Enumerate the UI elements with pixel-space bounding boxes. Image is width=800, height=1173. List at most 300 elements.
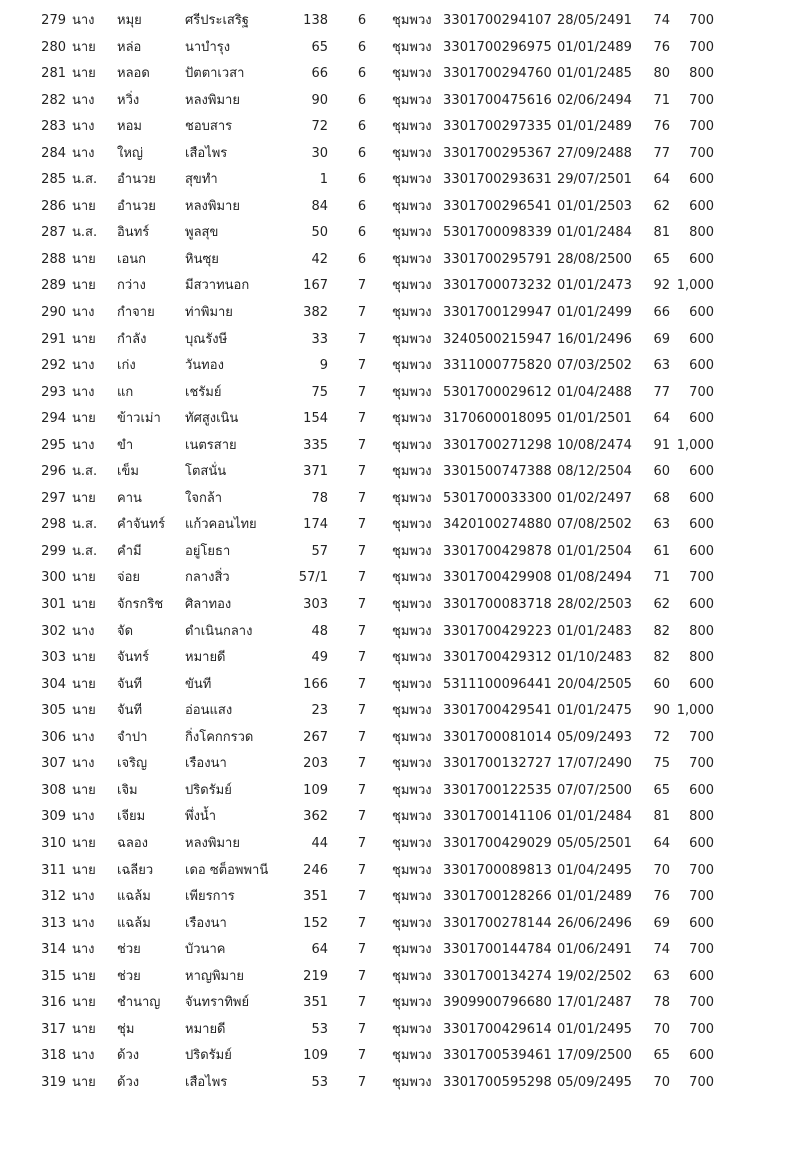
allowance-amount: 600 <box>689 331 714 347</box>
row-number: 313 <box>41 915 66 931</box>
village-name: ชุมพวง <box>392 384 432 400</box>
village-number: 7 <box>357 490 367 506</box>
citizen-id: 3301700294760 <box>443 66 552 82</box>
citizen-id: 3301700144784 <box>443 942 552 958</box>
last-name: เพียรการ <box>185 889 235 905</box>
list-row <box>0 672 800 699</box>
row-number: 291 <box>41 331 66 347</box>
last-name: จันทราทิพย์ <box>185 995 250 1011</box>
list-row <box>0 751 800 778</box>
first-name: คำจันทร์ <box>117 517 166 533</box>
village-number: 6 <box>357 172 367 188</box>
first-name: จำปา <box>117 729 148 745</box>
first-name: จันที <box>117 676 143 692</box>
beneficiary-list <box>0 8 800 1096</box>
allowance-amount: 600 <box>689 172 714 188</box>
last-name: ศรีประเสริฐ <box>185 13 249 28</box>
age: 70 <box>653 1074 670 1090</box>
citizen-id: 3301700128266 <box>443 889 552 905</box>
village-name: ชุมพวง <box>392 942 432 958</box>
first-name: คาน <box>117 490 142 506</box>
house-number: 49 <box>311 650 328 666</box>
first-name: แฉล้ม <box>117 915 151 931</box>
row-number: 312 <box>41 889 66 905</box>
list-row <box>0 592 800 619</box>
last-name: บัวนาค <box>185 942 226 958</box>
birth-date: 01/01/2484 <box>557 809 632 825</box>
last-name: วันทอง <box>185 358 224 374</box>
house-number: 152 <box>303 915 328 931</box>
village-number: 7 <box>357 756 367 772</box>
birth-date: 05/09/2495 <box>557 1074 632 1090</box>
village-number: 6 <box>357 119 367 135</box>
name-title: นาย <box>72 835 96 851</box>
house-number: 53 <box>311 1021 328 1037</box>
first-name: เจริญ <box>117 756 148 772</box>
age: 65 <box>653 1048 670 1064</box>
last-name: หินซุย <box>185 251 219 267</box>
village-name: ชุมพวง <box>392 729 432 745</box>
birth-date: 07/08/2502 <box>557 517 632 533</box>
last-name: ท่าพิมาย <box>185 305 233 321</box>
age: 76 <box>653 119 670 135</box>
village-number: 7 <box>357 1074 367 1090</box>
name-title: นาง <box>72 358 95 374</box>
citizen-id: 3301700141106 <box>443 809 552 825</box>
row-number: 299 <box>41 543 66 559</box>
birth-date: 01/10/2483 <box>557 650 632 666</box>
village-name: ชุมพวง <box>392 995 432 1011</box>
row-number: 290 <box>41 305 66 321</box>
village-number: 7 <box>357 1021 367 1037</box>
village-number: 6 <box>357 198 367 214</box>
name-title: นาย <box>72 862 96 878</box>
village-number: 7 <box>357 570 367 586</box>
list-row <box>0 353 800 380</box>
village-number: 7 <box>357 703 367 719</box>
last-name: ปริดรัมย์ <box>185 1048 232 1064</box>
first-name: อำนวย <box>117 172 156 188</box>
last-name: แก้วคอนไทย <box>185 517 257 533</box>
last-name: หาญพิมาย <box>185 968 245 984</box>
first-name: ด้วง <box>117 1048 140 1064</box>
birth-date: 01/01/2495 <box>557 1021 632 1037</box>
name-title: น.ส. <box>72 225 98 241</box>
birth-date: 01/06/2491 <box>557 942 632 958</box>
list-row <box>0 539 800 566</box>
age: 76 <box>653 889 670 905</box>
village-number: 7 <box>357 782 367 798</box>
house-number: 44 <box>311 835 328 851</box>
citizen-id: 3301700122535 <box>443 782 552 798</box>
row-number: 296 <box>41 464 66 480</box>
last-name: เดอ ซต็อพพานี <box>185 862 269 878</box>
name-title: นาง <box>72 119 95 135</box>
name-title: นาง <box>72 1048 95 1064</box>
village-number: 7 <box>357 517 367 533</box>
citizen-id: 3301700295367 <box>443 145 552 161</box>
last-name: เรืองนา <box>185 756 227 772</box>
village-number: 7 <box>357 889 367 905</box>
village-number: 7 <box>357 1048 367 1064</box>
allowance-amount: 600 <box>689 543 714 559</box>
birth-date: 01/01/2475 <box>557 703 632 719</box>
village-number: 7 <box>357 597 367 613</box>
village-name: ชุมพวง <box>392 809 432 825</box>
name-title: นาย <box>72 331 96 347</box>
house-number: 23 <box>311 703 328 719</box>
village-name: ชุมพวง <box>392 1074 432 1090</box>
age: 64 <box>653 835 670 851</box>
age: 91 <box>653 437 670 453</box>
list-row <box>0 327 800 354</box>
citizen-id: 3301700089813 <box>443 862 552 878</box>
name-title: นาย <box>72 39 96 55</box>
village-name: ชุมพวง <box>392 464 432 480</box>
last-name: เรืองนา <box>185 915 227 931</box>
age: 70 <box>653 862 670 878</box>
allowance-amount: 700 <box>689 384 714 400</box>
birth-date: 17/01/2487 <box>557 995 632 1011</box>
name-title: นาง <box>72 756 95 772</box>
birth-date: 05/05/2501 <box>557 835 632 851</box>
row-number: 282 <box>41 92 66 108</box>
row-number: 318 <box>41 1048 66 1064</box>
list-row <box>0 35 800 62</box>
first-name: กว่าง <box>117 278 146 294</box>
last-name: กลางสิ่ว <box>185 570 230 586</box>
last-name: หลงพิมาย <box>185 198 240 214</box>
village-name: ชุมพวง <box>392 198 432 214</box>
age: 60 <box>653 464 670 480</box>
first-name: คำมี <box>117 543 142 559</box>
list-row <box>0 61 800 88</box>
name-title: นาง <box>72 92 95 108</box>
age: 64 <box>653 411 670 427</box>
last-name: ชอบสาร <box>185 119 233 135</box>
village-number: 7 <box>357 305 367 321</box>
citizen-id: 3301700293631 <box>443 172 552 188</box>
house-number: 66 <box>311 66 328 82</box>
birth-date: 01/01/2485 <box>557 66 632 82</box>
village-number: 7 <box>357 623 367 639</box>
last-name: บุณรังษี <box>185 331 228 347</box>
allowance-amount: 700 <box>689 942 714 958</box>
first-name: กำลัง <box>117 331 147 347</box>
last-name: มีสวาทนอก <box>185 278 250 294</box>
birth-date: 01/01/2473 <box>557 278 632 294</box>
birth-date: 17/09/2500 <box>557 1048 632 1064</box>
birth-date: 01/01/2484 <box>557 225 632 241</box>
name-title: นาง <box>72 623 95 639</box>
house-number: 48 <box>311 623 328 639</box>
name-title: นาง <box>72 942 95 958</box>
birth-date: 27/09/2488 <box>557 145 632 161</box>
age: 74 <box>653 13 670 28</box>
name-title: นาง <box>72 437 95 453</box>
village-name: ชุมพวง <box>392 278 432 294</box>
house-number: 166 <box>303 676 328 692</box>
first-name: ช่วย <box>117 968 141 984</box>
row-number: 310 <box>41 835 66 851</box>
village-name: ชุมพวง <box>392 305 432 321</box>
list-row <box>0 300 800 327</box>
age: 77 <box>653 145 670 161</box>
allowance-amount: 600 <box>689 968 714 984</box>
citizen-id: 3301700429878 <box>443 543 552 559</box>
row-number: 314 <box>41 942 66 958</box>
birth-date: 07/07/2500 <box>557 782 632 798</box>
name-title: น.ส. <box>72 464 98 480</box>
first-name: ชุ่ม <box>117 1021 135 1037</box>
village-name: ชุมพวง <box>392 251 432 267</box>
first-name: เข็ม <box>117 464 139 480</box>
village-number: 7 <box>357 358 367 374</box>
house-number: 50 <box>311 225 328 241</box>
allowance-amount: 600 <box>689 517 714 533</box>
list-row <box>0 645 800 672</box>
village-number: 6 <box>357 251 367 267</box>
name-title: นาง <box>72 305 95 321</box>
age: 71 <box>653 570 670 586</box>
citizen-id: 3301700296975 <box>443 39 552 55</box>
row-number: 305 <box>41 703 66 719</box>
allowance-amount: 700 <box>689 570 714 586</box>
birth-date: 01/02/2497 <box>557 490 632 506</box>
allowance-amount: 1,000 <box>676 703 714 719</box>
name-title: นาย <box>72 278 96 294</box>
citizen-id: 3420100274880 <box>443 517 552 533</box>
list-row <box>0 698 800 725</box>
row-number: 303 <box>41 650 66 666</box>
allowance-amount: 600 <box>689 411 714 427</box>
row-number: 317 <box>41 1021 66 1037</box>
list-row <box>0 141 800 168</box>
name-title: นาย <box>72 411 96 427</box>
house-number: 303 <box>303 597 328 613</box>
village-name: ชุมพวง <box>392 66 432 82</box>
village-name: ชุมพวง <box>392 889 432 905</box>
village-name: ชุมพวง <box>392 145 432 161</box>
row-number: 302 <box>41 623 66 639</box>
first-name: หล่อ <box>117 39 142 55</box>
allowance-amount: 700 <box>689 862 714 878</box>
citizen-id: 3301700297335 <box>443 119 552 135</box>
village-number: 7 <box>357 942 367 958</box>
name-title: นาง <box>72 809 95 825</box>
age: 60 <box>653 676 670 692</box>
first-name: เจียม <box>117 809 146 825</box>
allowance-amount: 600 <box>689 251 714 267</box>
birth-date: 19/02/2502 <box>557 968 632 984</box>
row-number: 316 <box>41 995 66 1011</box>
allowance-amount: 800 <box>689 809 714 825</box>
name-title: นาง <box>72 889 95 905</box>
house-number: 9 <box>319 358 328 374</box>
first-name: ฉลอง <box>117 835 148 851</box>
birth-date: 20/04/2505 <box>557 676 632 692</box>
list-row <box>0 1017 800 1044</box>
row-number: 289 <box>41 278 66 294</box>
birth-date: 17/07/2490 <box>557 756 632 772</box>
birth-date: 29/07/2501 <box>557 172 632 188</box>
village-name: ชุมพวง <box>392 862 432 878</box>
allowance-amount: 700 <box>689 13 714 28</box>
list-row <box>0 911 800 938</box>
list-row <box>0 8 800 35</box>
allowance-amount: 800 <box>689 650 714 666</box>
first-name: เก่ง <box>117 358 136 374</box>
citizen-id: 3301700475616 <box>443 92 552 108</box>
age: 75 <box>653 756 670 772</box>
village-name: ชุมพวง <box>392 119 432 135</box>
age: 62 <box>653 198 670 214</box>
last-name: หมายดี <box>185 650 226 666</box>
first-name: อินทร์ <box>117 225 150 241</box>
allowance-amount: 700 <box>689 995 714 1011</box>
birth-date: 01/01/2489 <box>557 39 632 55</box>
birth-date: 05/09/2493 <box>557 729 632 745</box>
house-number: 335 <box>303 437 328 453</box>
village-name: ชุมพวง <box>392 1048 432 1064</box>
village-number: 6 <box>357 39 367 55</box>
allowance-amount: 800 <box>689 66 714 82</box>
village-number: 7 <box>357 437 367 453</box>
citizen-id: 3301700083718 <box>443 597 552 613</box>
list-row <box>0 167 800 194</box>
age: 90 <box>653 703 670 719</box>
row-number: 308 <box>41 782 66 798</box>
name-title: นาย <box>72 650 96 666</box>
list-row <box>0 1043 800 1070</box>
village-name: ชุมพวง <box>392 623 432 639</box>
row-number: 304 <box>41 676 66 692</box>
village-number: 7 <box>357 835 367 851</box>
citizen-id: 3170600018095 <box>443 411 552 427</box>
village-name: ชุมพวง <box>392 331 432 347</box>
row-number: 286 <box>41 198 66 214</box>
birth-date: 01/01/2503 <box>557 198 632 214</box>
house-number: 57 <box>311 543 328 559</box>
name-title: นาง <box>72 145 95 161</box>
house-number: 1 <box>319 172 328 188</box>
row-number: 301 <box>41 597 66 613</box>
row-number: 292 <box>41 358 66 374</box>
age: 71 <box>653 92 670 108</box>
village-name: ชุมพวง <box>392 437 432 453</box>
age: 81 <box>653 809 670 825</box>
house-number: 154 <box>303 411 328 427</box>
village-name: ชุมพวง <box>392 676 432 692</box>
house-number: 90 <box>311 92 328 108</box>
last-name: เสือไพร <box>185 1074 228 1090</box>
age: 70 <box>653 1021 670 1037</box>
age: 61 <box>653 543 670 559</box>
row-number: 293 <box>41 384 66 400</box>
birth-date: 01/04/2495 <box>557 862 632 878</box>
village-name: ชุมพวง <box>392 597 432 613</box>
village-name: ชุมพวง <box>392 570 432 586</box>
row-number: 319 <box>41 1074 66 1090</box>
last-name: นาบำรุง <box>185 39 231 55</box>
name-title: นาย <box>72 703 96 719</box>
age: 92 <box>653 278 670 294</box>
list-row <box>0 804 800 831</box>
row-number: 298 <box>41 517 66 533</box>
last-name: อ่อนแสง <box>185 703 233 719</box>
house-number: 362 <box>303 809 328 825</box>
house-number: 174 <box>303 517 328 533</box>
village-name: ชุมพวง <box>392 39 432 55</box>
first-name: จัด <box>117 623 134 639</box>
citizen-id: 5311100096441 <box>443 676 552 692</box>
house-number: 72 <box>311 119 328 135</box>
allowance-amount: 700 <box>689 39 714 55</box>
house-number: 246 <box>303 862 328 878</box>
list-row <box>0 247 800 274</box>
citizen-id: 3301700429223 <box>443 623 552 639</box>
citizen-id: 3301500747388 <box>443 464 552 480</box>
row-number: 311 <box>41 862 66 878</box>
birth-date: 01/01/2483 <box>557 623 632 639</box>
house-number: 78 <box>311 490 328 506</box>
citizen-id: 3301700132727 <box>443 756 552 772</box>
last-name: อยู่โยธา <box>185 543 231 559</box>
village-number: 7 <box>357 862 367 878</box>
citizen-id: 3301700271298 <box>443 437 552 453</box>
last-name: พึ่งน้ำ <box>185 809 217 825</box>
row-number: 294 <box>41 411 66 427</box>
allowance-amount: 600 <box>689 597 714 613</box>
allowance-amount: 800 <box>689 225 714 241</box>
first-name: อำนวย <box>117 198 156 214</box>
village-number: 7 <box>357 968 367 984</box>
row-number: 281 <box>41 66 66 82</box>
first-name: ด้วง <box>117 1074 140 1090</box>
citizen-id: 3311000775820 <box>443 358 552 374</box>
last-name: ศิลาทอง <box>185 597 232 613</box>
allowance-amount: 600 <box>689 1048 714 1064</box>
village-number: 7 <box>357 331 367 347</box>
last-name: หลงพิมาย <box>185 92 240 108</box>
age: 63 <box>653 517 670 533</box>
age: 66 <box>653 305 670 321</box>
birth-date: 01/04/2488 <box>557 384 632 400</box>
citizen-id: 3301700429029 <box>443 835 552 851</box>
house-number: 382 <box>303 305 328 321</box>
age: 72 <box>653 729 670 745</box>
first-name: หวิ่ง <box>117 92 140 108</box>
list-row <box>0 884 800 911</box>
allowance-amount: 700 <box>689 92 714 108</box>
age: 77 <box>653 384 670 400</box>
name-title: นาย <box>72 1021 96 1037</box>
age: 63 <box>653 358 670 374</box>
name-title: นาย <box>72 490 96 506</box>
row-number: 307 <box>41 756 66 772</box>
citizen-id: 3301700134274 <box>443 968 552 984</box>
allowance-amount: 600 <box>689 464 714 480</box>
village-number: 7 <box>357 543 367 559</box>
citizen-id: 3301700278144 <box>443 915 552 931</box>
allowance-amount: 700 <box>689 729 714 745</box>
citizen-id: 5301700029612 <box>443 384 552 400</box>
village-number: 6 <box>357 225 367 241</box>
birth-date: 01/01/2489 <box>557 119 632 135</box>
allowance-amount: 600 <box>689 782 714 798</box>
first-name: ชำนาญ <box>117 995 161 1011</box>
age: 69 <box>653 331 670 347</box>
